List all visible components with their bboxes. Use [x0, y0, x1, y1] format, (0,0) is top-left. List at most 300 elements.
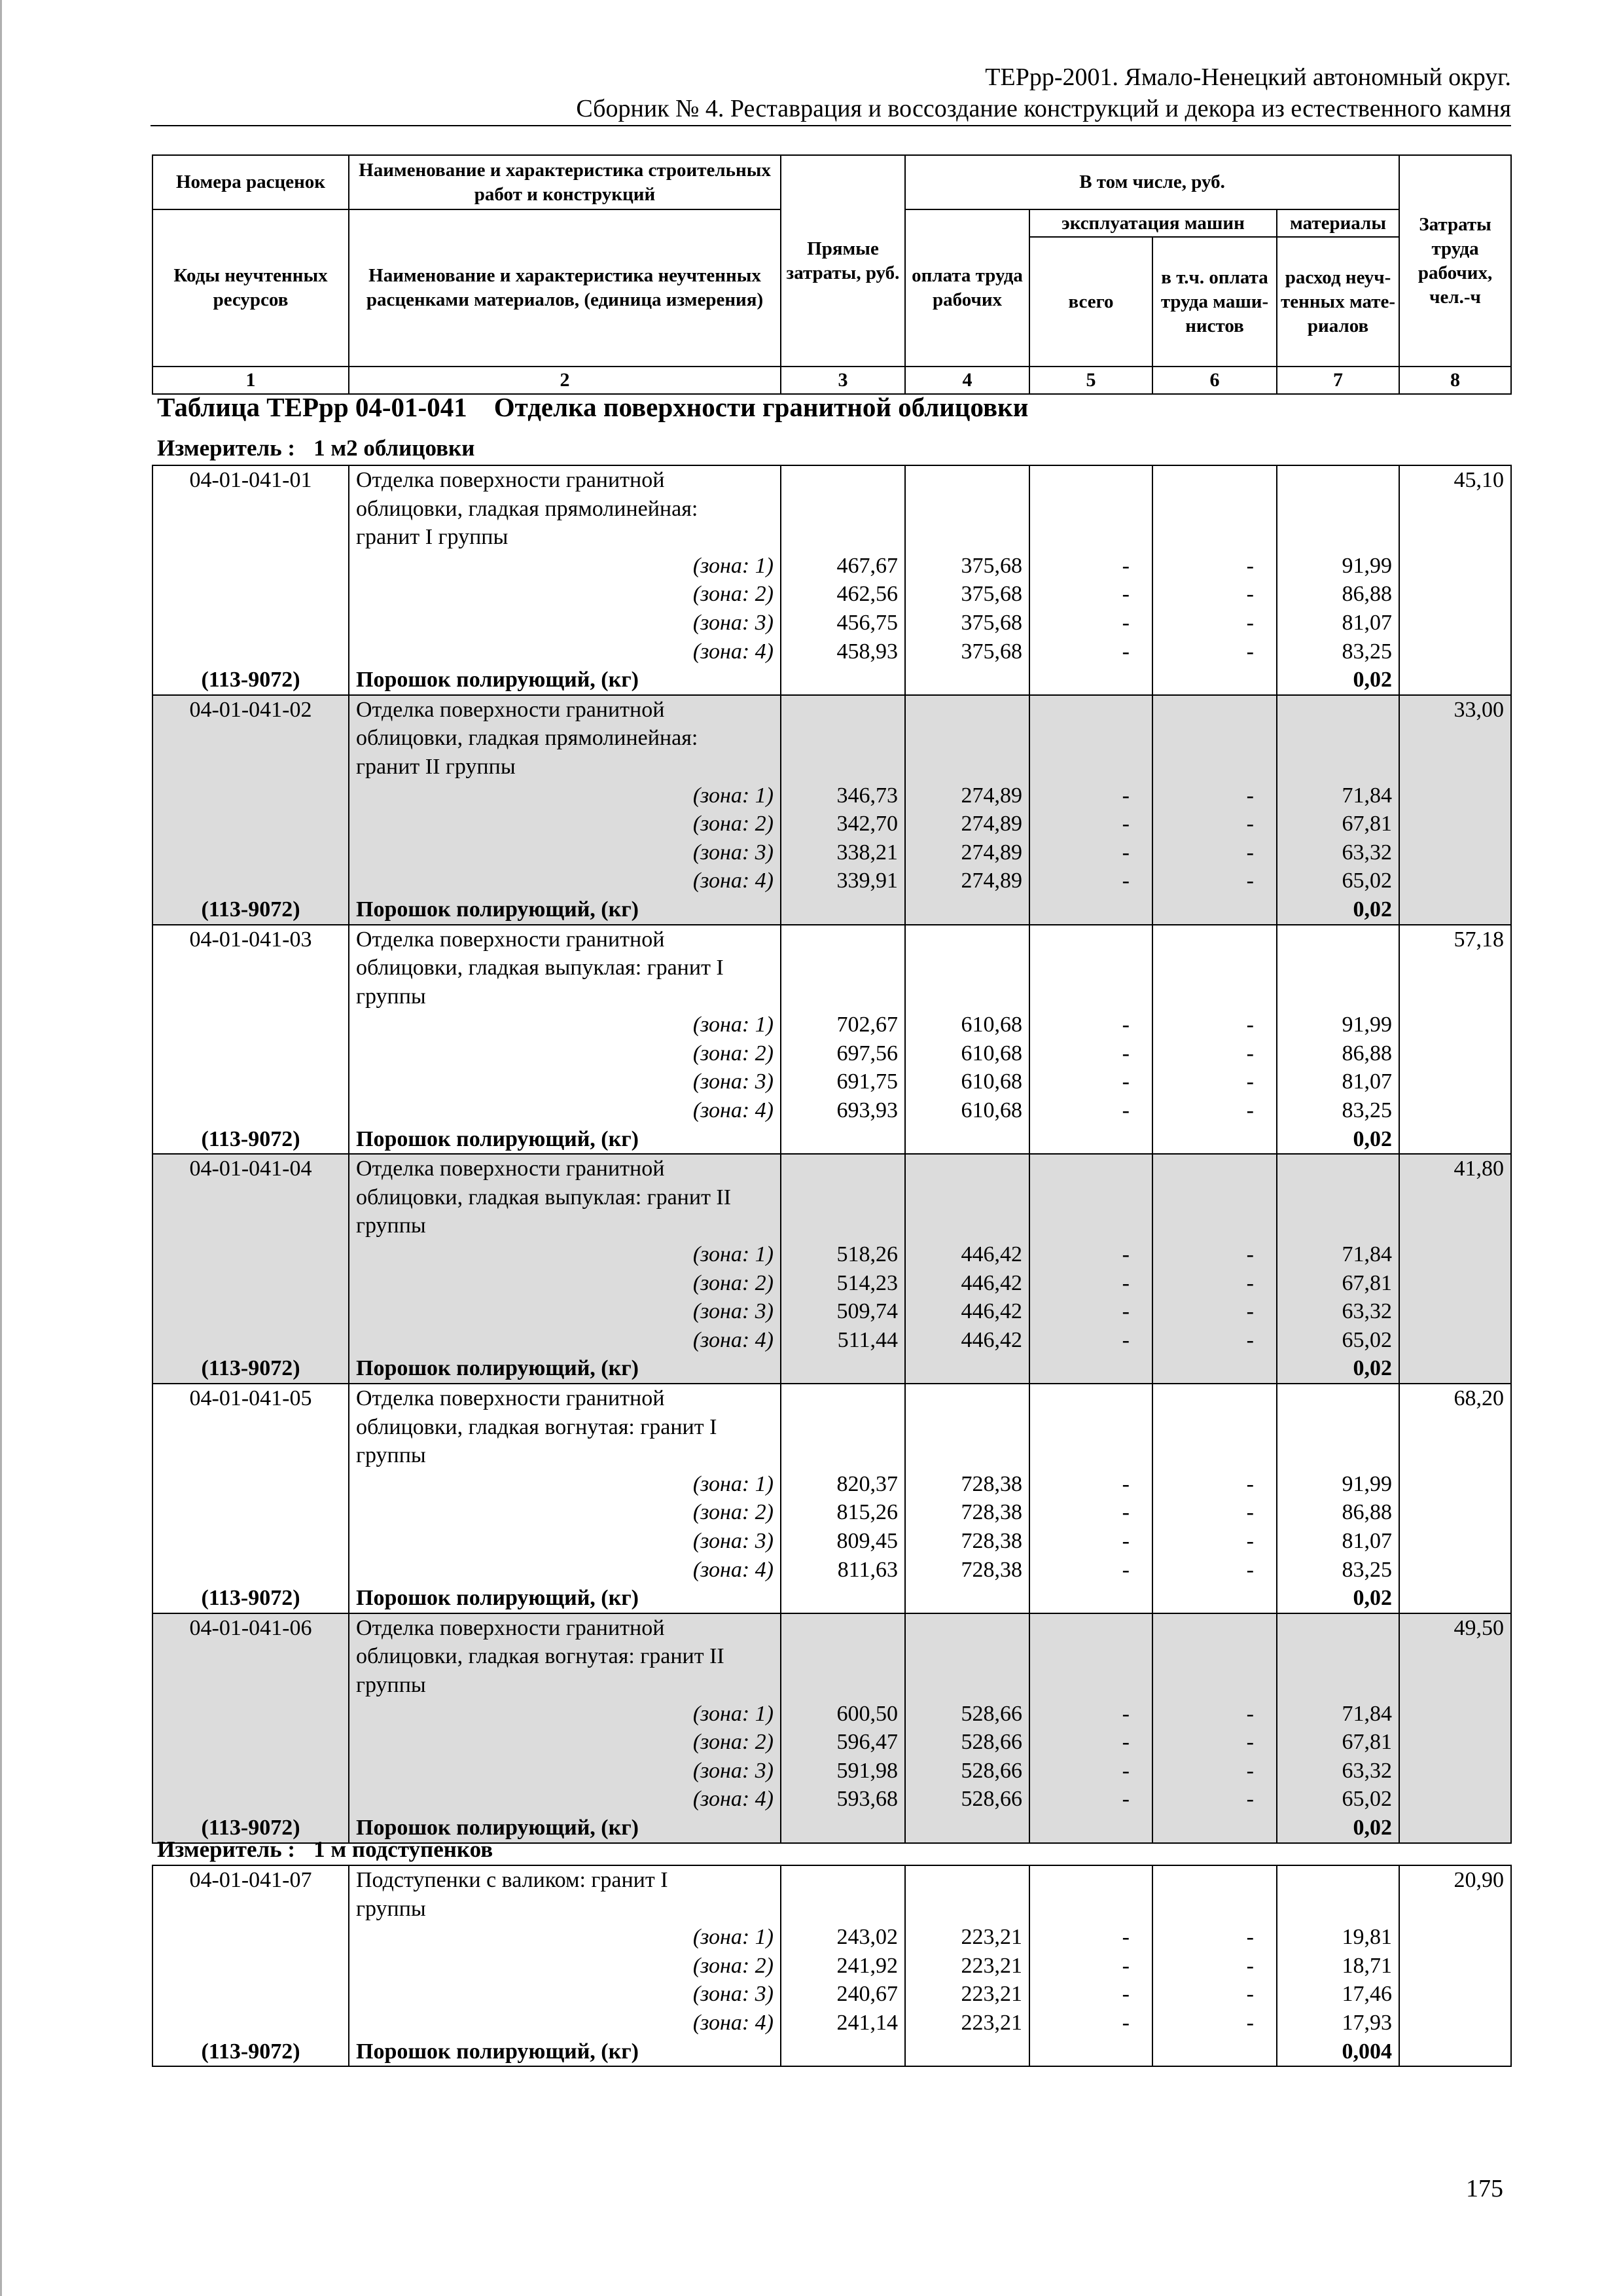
spacer	[153, 609, 348, 637]
rates-table-steps	[152, 1865, 1512, 2067]
labor-pay: 528,66	[961, 1758, 1022, 1783]
spacer	[1030, 1155, 1130, 1183]
spacer	[153, 1240, 348, 1269]
spacer	[781, 925, 898, 954]
machine-total: -	[1122, 1500, 1130, 1525]
spacer	[153, 1952, 348, 1981]
direct-cost: 514,23	[836, 1270, 898, 1295]
direct-cost: 809,45	[836, 1528, 898, 1553]
direct-cost: 456,75	[836, 610, 898, 635]
labor-costs-cell	[1399, 465, 1511, 695]
machine-total: -	[1122, 553, 1130, 578]
spacer	[781, 696, 898, 725]
labor-pay: 375,68	[961, 553, 1022, 578]
labor-costs: 20,90	[1454, 1868, 1504, 1892]
materials-cost: 83,25	[1342, 1098, 1392, 1123]
machinist-pay-cell	[1152, 1154, 1277, 1384]
spacer	[153, 1527, 348, 1556]
direct-cost: 811,63	[837, 1557, 898, 1582]
machine-total: -	[1122, 2010, 1130, 2035]
spacer	[1277, 1384, 1392, 1413]
labor-pay: 274,89	[961, 812, 1022, 836]
spacer	[153, 1671, 348, 1700]
work-description-line: Отделка поверхности гранитной	[356, 697, 665, 722]
spacer	[1030, 925, 1130, 954]
spacer	[906, 1413, 1022, 1442]
materials-cost: 71,84	[1342, 1701, 1392, 1726]
labor-pay: 610,68	[961, 1013, 1022, 1037]
spacer	[153, 523, 348, 552]
machine-total: -	[1122, 1730, 1130, 1755]
machine-total: -	[1122, 1327, 1130, 1352]
labor-costs: 57,18	[1454, 927, 1504, 952]
spacer	[1277, 925, 1392, 954]
labor-pay-cell	[905, 465, 1029, 695]
spacer	[906, 1584, 1022, 1613]
column-index: 7	[1277, 367, 1399, 394]
spacer	[153, 580, 348, 609]
resource-name: Порошок полирующий, (кг)	[356, 1586, 639, 1611]
spacer	[781, 666, 898, 694]
machinist-pay: -	[1246, 1069, 1254, 1094]
spacer	[153, 1441, 348, 1470]
spacer	[781, 1814, 898, 1842]
materials-cost: 63,32	[1342, 1299, 1392, 1324]
spacer	[1030, 1584, 1130, 1613]
direct-cost-cell	[781, 1154, 905, 1384]
work-description-line: Отделка поверхности гранитной	[356, 468, 665, 492]
spacer	[1277, 724, 1392, 753]
spacer	[1153, 1814, 1254, 1842]
direct-cost: 511,44	[837, 1327, 898, 1352]
materials-cost: 19,81	[1342, 1925, 1392, 1950]
spacer	[906, 982, 1022, 1011]
rate-code-cell	[152, 1613, 349, 1843]
spacer	[153, 637, 348, 666]
work-description-line: группы	[356, 984, 426, 1009]
column-header-table	[152, 154, 1512, 395]
labor-costs-cell	[1399, 1154, 1511, 1384]
labor-costs-cell	[1399, 1613, 1511, 1843]
spacer	[1277, 1413, 1392, 1442]
labor-pay: 223,21	[961, 2010, 1022, 2035]
spacer	[1030, 696, 1130, 725]
column-index: 5	[1029, 367, 1152, 394]
rate-row	[152, 1384, 1511, 1613]
direct-cost: 697,56	[836, 1041, 898, 1066]
direct-cost: 338,21	[836, 840, 898, 865]
spacer	[906, 1614, 1022, 1643]
machine-total: -	[1122, 812, 1130, 836]
labor-pay: 528,66	[961, 1730, 1022, 1755]
labor-pay: 223,21	[961, 1953, 1022, 1978]
machinist-pay-cell	[1152, 1613, 1277, 1843]
spacer	[153, 1269, 348, 1298]
machinist-pay: -	[1246, 2010, 1254, 2035]
materials-cost: 63,32	[1342, 840, 1392, 865]
machinist-pay: -	[1246, 1242, 1254, 1267]
resource-quantity: 0,004	[1342, 2039, 1392, 2064]
machinist-pay: -	[1246, 840, 1254, 865]
labor-pay: 223,21	[961, 1925, 1022, 1950]
spacer	[1153, 925, 1254, 954]
materials-cost: 63,32	[1342, 1758, 1392, 1783]
spacer	[153, 1067, 348, 1096]
column-index: 8	[1399, 367, 1511, 394]
labor-costs: 41,80	[1454, 1157, 1504, 1181]
resource-code: (113-9072)	[201, 1356, 300, 1381]
machine-total: -	[1122, 639, 1130, 664]
spacer	[1153, 696, 1254, 725]
work-description-line: группы	[356, 1672, 426, 1697]
spacer	[906, 696, 1022, 725]
spacer	[781, 1354, 898, 1383]
spacer	[781, 753, 898, 781]
spacer	[153, 1700, 348, 1729]
direct-cost: 339,91	[836, 869, 898, 893]
spacer	[153, 810, 348, 838]
rate-code-cell	[152, 1384, 349, 1613]
machine-total: -	[1122, 1701, 1130, 1726]
machinist-pay: -	[1246, 1471, 1254, 1496]
machine-total: -	[1122, 1270, 1130, 1295]
spacer	[153, 552, 348, 581]
spacer	[1030, 954, 1130, 982]
spacer	[781, 1384, 898, 1413]
spacer	[1277, 1155, 1392, 1183]
machine-total-cell	[1029, 1384, 1152, 1613]
spacer	[1153, 1614, 1254, 1643]
resource-quantity: 0,02	[1353, 1356, 1392, 1381]
spacer	[906, 1441, 1022, 1470]
page-left-edge	[0, 0, 2, 2296]
spacer	[1153, 1125, 1254, 1154]
machine-total: -	[1122, 1758, 1130, 1783]
materials-cost: 65,02	[1342, 1327, 1392, 1352]
spacer	[153, 1980, 348, 2009]
zone-label: (зона: 4)	[692, 1098, 774, 1123]
machinist-pay: -	[1246, 1098, 1254, 1123]
work-description-line: облицовки, гладкая выпуклая: гранит I	[356, 956, 724, 980]
materials-cost-cell	[1277, 925, 1399, 1155]
machine-total-cell	[1029, 1154, 1152, 1384]
spacer	[781, 1441, 898, 1470]
machine-total: -	[1122, 610, 1130, 635]
spacer	[1153, 1413, 1254, 1442]
spacer	[781, 1642, 898, 1671]
work-description-line: группы	[356, 1896, 426, 1921]
labor-pay: 446,42	[961, 1270, 1022, 1295]
spacer	[1277, 954, 1392, 982]
materials-cost: 91,99	[1342, 1013, 1392, 1037]
work-description-line: облицовки, гладкая прямолинейная:	[356, 496, 698, 521]
work-description-line: облицовки, гладкая прямолинейная:	[356, 726, 698, 751]
spacer	[781, 982, 898, 1011]
spacer	[1030, 1384, 1130, 1413]
spacer	[1153, 724, 1254, 753]
spacer	[781, 1614, 898, 1643]
direct-cost: 815,26	[836, 1500, 898, 1525]
machinist-pay-cell	[1152, 1865, 1277, 2066]
spacer	[1153, 1584, 1254, 1613]
machinist-pay: -	[1246, 1953, 1254, 1978]
labor-pay-cell	[905, 1154, 1029, 1384]
rates-table-m2	[152, 465, 1512, 1844]
direct-cost: 346,73	[836, 783, 898, 808]
labor-pay: 610,68	[961, 1041, 1022, 1066]
materials-cost: 65,02	[1342, 1787, 1392, 1812]
machinist-pay: -	[1246, 1557, 1254, 1582]
spacer	[906, 2037, 1022, 2066]
machinist-pay-cell	[1152, 465, 1277, 695]
spacer	[906, 1155, 1022, 1183]
machine-total: -	[1122, 840, 1130, 865]
spacer	[153, 1498, 348, 1527]
direct-cost: 691,75	[836, 1069, 898, 1094]
spacer	[781, 466, 898, 495]
work-description-line: облицовки, гладкая вогнутая: гранит I	[356, 1414, 717, 1439]
rate-row	[152, 695, 1511, 925]
spacer	[153, 867, 348, 895]
materials-cost: 67,81	[1342, 1730, 1392, 1755]
direct-cost: 596,47	[836, 1730, 898, 1755]
resource-code: (113-9072)	[201, 897, 300, 922]
spacer	[1030, 982, 1130, 1011]
spacer	[1153, 954, 1254, 982]
machinist-pay: -	[1246, 1925, 1254, 1950]
header-labor-pay: оплата труда рабочих	[905, 209, 1029, 367]
labor-pay: 446,42	[961, 1327, 1022, 1352]
page-number: 175	[1466, 2175, 1503, 2202]
column-index: 6	[1152, 367, 1277, 394]
spacer	[1030, 523, 1130, 552]
direct-cost-cell	[781, 925, 905, 1155]
zone-label: (зона: 4)	[692, 869, 774, 893]
spacer	[153, 982, 348, 1011]
labor-pay-cell	[905, 925, 1029, 1155]
materials-cost-cell	[1277, 1384, 1399, 1613]
spacer	[906, 1671, 1022, 1700]
spacer	[1030, 895, 1130, 924]
resource-name: Порошок полирующий, (кг)	[356, 897, 639, 922]
spacer	[1153, 1211, 1254, 1240]
spacer	[906, 954, 1022, 982]
column-index: 1	[152, 367, 349, 394]
labor-costs-cell	[1399, 695, 1511, 925]
direct-cost: 467,67	[836, 553, 898, 578]
rate-code-cell	[152, 925, 349, 1155]
direct-cost: 243,02	[836, 1925, 898, 1950]
spacer	[1153, 982, 1254, 1011]
header-unaccounted-names: Наименование и характеристика неучтенных расценками материалов, (единица измерения)	[349, 209, 781, 367]
spacer	[1277, 1642, 1392, 1671]
spacer	[153, 1096, 348, 1125]
spacer	[153, 1470, 348, 1499]
machinist-pay-cell	[1152, 695, 1277, 925]
spacer	[1030, 1441, 1130, 1470]
spacer	[781, 954, 898, 982]
materials-cost: 67,81	[1342, 1270, 1392, 1295]
resource-quantity: 0,02	[1353, 1586, 1392, 1611]
spacer	[1277, 466, 1392, 495]
spacer	[906, 1814, 1022, 1842]
rate-code-cell	[152, 1865, 349, 2066]
work-description-line: Отделка поверхности гранитной	[356, 1615, 665, 1640]
materials-cost-cell	[1277, 1865, 1399, 2066]
spacer	[1153, 1671, 1254, 1700]
spacer	[1277, 1183, 1392, 1212]
resource-quantity: 0,02	[1353, 668, 1392, 692]
machinist-pay: -	[1246, 582, 1254, 607]
resource-name: Порошок полирующий, (кг)	[356, 2039, 639, 2064]
materials-cost: 91,99	[1342, 1471, 1392, 1496]
spacer	[1030, 724, 1130, 753]
column-index: 3	[781, 367, 905, 394]
machine-total: -	[1122, 1013, 1130, 1037]
machine-total: -	[1122, 1953, 1130, 1978]
materials-cost: 17,46	[1342, 1982, 1392, 2007]
header-rate-numbers: Номера расценок	[152, 155, 349, 209]
zone-label: (зона: 4)	[692, 1327, 774, 1352]
resource-code: (113-9072)	[201, 668, 300, 692]
materials-cost: 81,07	[1342, 610, 1392, 635]
spacer	[1277, 982, 1392, 1011]
spacer	[1277, 696, 1392, 725]
spacer	[1030, 1671, 1130, 1700]
spacer	[906, 666, 1022, 694]
labor-pay: 528,66	[961, 1787, 1022, 1812]
spacer	[1030, 1866, 1130, 1895]
work-description-line: Отделка поверхности гранитной	[356, 927, 665, 952]
spacer	[153, 1556, 348, 1585]
labor-pay: 610,68	[961, 1069, 1022, 1094]
spacer	[1030, 1895, 1130, 1924]
header-work-name: Наименование и характеристика строительных работ и конструкций	[349, 155, 781, 209]
resource-code: (113-9072)	[201, 2039, 300, 2064]
spacer	[1030, 2037, 1130, 2066]
zone-label: (зона: 1)	[692, 1242, 774, 1267]
zone-label: (зона: 4)	[692, 1557, 774, 1582]
spacer	[1277, 1895, 1392, 1924]
machinist-pay: -	[1246, 1299, 1254, 1324]
direct-cost: 600,50	[836, 1701, 898, 1726]
spacer	[1153, 1642, 1254, 1671]
spacer	[1153, 495, 1254, 524]
rate-row	[152, 1154, 1511, 1384]
spacer	[1030, 666, 1130, 694]
machinist-pay: -	[1246, 812, 1254, 836]
spacer	[1030, 1125, 1130, 1154]
rate-row	[152, 1613, 1511, 1843]
machinist-pay: -	[1246, 1787, 1254, 1812]
spacer	[153, 495, 348, 524]
zone-label: (зона: 1)	[692, 1925, 774, 1950]
column-index: 4	[905, 367, 1029, 394]
machine-total: -	[1122, 1242, 1130, 1267]
spacer	[781, 1895, 898, 1924]
header-machinist-pay: в т.ч. оплата труда маши-нистов	[1152, 237, 1277, 367]
machine-total-cell	[1029, 465, 1152, 695]
header-unaccounted-materials: расход неуч-тенных мате-риалов	[1277, 237, 1399, 367]
rate-code-cell	[152, 695, 349, 925]
spacer	[906, 925, 1022, 954]
work-description-line: гранит II группы	[356, 754, 516, 779]
labor-pay: 274,89	[961, 783, 1022, 808]
materials-cost-cell	[1277, 695, 1399, 925]
work-description-cell	[349, 925, 781, 1155]
machine-total: -	[1122, 1041, 1130, 1066]
spacer	[1030, 1183, 1130, 1212]
spacer	[1277, 495, 1392, 524]
table-caption: Таблица ТЕРрр 04-01-041 Отделка поверхности гранитной облицовки	[157, 392, 1029, 422]
zone-label: (зона: 2)	[692, 1730, 774, 1755]
header-rule	[151, 125, 1511, 126]
labor-costs: 33,00	[1454, 697, 1504, 722]
header-machine-operation: эксплуатация машин	[1029, 209, 1277, 237]
labor-pay: 728,38	[961, 1528, 1022, 1553]
labor-pay-cell	[905, 695, 1029, 925]
machinist-pay-cell	[1152, 1384, 1277, 1613]
header-direct-costs: Прямые затраты, руб.	[781, 155, 905, 367]
rate-code: 04-01-041-07	[189, 1868, 312, 1892]
spacer	[153, 1895, 348, 1924]
resource-name: Порошок полирующий, (кг)	[356, 1815, 639, 1840]
machine-total: -	[1122, 869, 1130, 893]
spacer	[1153, 1183, 1254, 1212]
spacer	[1277, 1441, 1392, 1470]
machinist-pay: -	[1246, 1270, 1254, 1295]
labor-pay-cell	[905, 1384, 1029, 1613]
header-total: всего	[1029, 237, 1152, 367]
spacer	[906, 495, 1022, 524]
rate-code: 04-01-041-01	[189, 468, 312, 492]
zone-label: (зона: 1)	[692, 1013, 774, 1037]
work-description-line: группы	[356, 1443, 426, 1468]
zone-label: (зона: 2)	[692, 1041, 774, 1066]
machine-total: -	[1122, 582, 1130, 607]
spacer	[781, 1211, 898, 1240]
spacer	[153, 1183, 348, 1212]
machinist-pay: -	[1246, 1013, 1254, 1037]
spacer	[1030, 753, 1130, 781]
zone-label: (зона: 3)	[692, 610, 774, 635]
spacer	[153, 1728, 348, 1757]
direct-cost: 591,98	[836, 1758, 898, 1783]
machine-total: -	[1122, 1471, 1130, 1496]
spacer	[1277, 1866, 1392, 1895]
machine-total-cell	[1029, 1865, 1152, 2066]
zone-label: (зона: 4)	[692, 2010, 774, 2035]
resource-code: (113-9072)	[201, 1126, 300, 1151]
zone-label: (зона: 3)	[692, 1758, 774, 1783]
spacer	[781, 1413, 898, 1442]
zone-label: (зона: 1)	[692, 783, 774, 808]
direct-cost-cell	[781, 1865, 905, 2066]
zone-label: (зона: 3)	[692, 1982, 774, 2007]
spacer	[1030, 1642, 1130, 1671]
machinist-pay: -	[1246, 1327, 1254, 1352]
spacer	[906, 1866, 1022, 1895]
spacer	[906, 1384, 1022, 1413]
header-resource-codes: Коды неучтенных ресурсов	[152, 209, 349, 367]
labor-pay-cell	[905, 1865, 1029, 2066]
zone-label: (зона: 1)	[692, 1471, 774, 1496]
zone-label: (зона: 1)	[692, 553, 774, 578]
spacer	[781, 1183, 898, 1212]
direct-cost: 342,70	[836, 812, 898, 836]
spacer	[1153, 2037, 1254, 2066]
machine-total-cell	[1029, 1613, 1152, 1843]
